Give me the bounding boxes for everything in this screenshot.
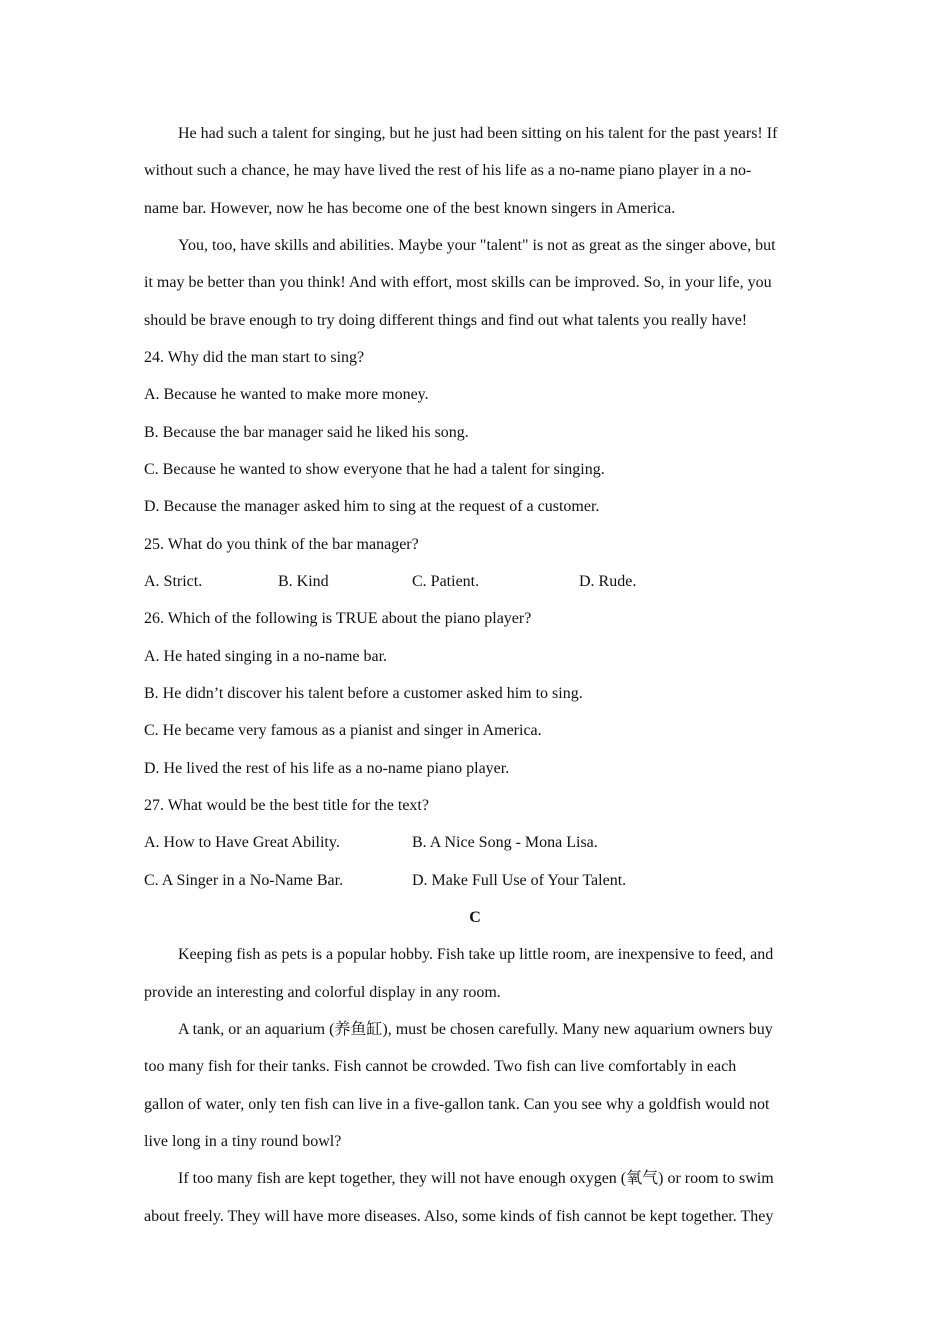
question-26-option-d: D. He lived the rest of his life as a no-name piano player. <box>144 760 510 777</box>
passage-c-p2-line3: gallon of water, only ten fish can live in a five-gallon tank. Can you see why a goldfish would not <box>144 1096 770 1113</box>
question-27-option-b: B. A Nice Song - Mona Lisa. <box>412 834 598 851</box>
passage-b-p1-line3: name bar. However, now he has become one of the best known singers in America. <box>144 200 676 217</box>
question-25-option-b: B. Kind <box>278 573 329 590</box>
question-24-option-a: A. Because he wanted to make more money. <box>144 386 429 403</box>
question-27-stem: 27. What would be the best title for the text? <box>144 797 429 814</box>
question-25-option-a: A. Strict. <box>144 573 203 590</box>
question-25-option-d: D. Rude. <box>579 573 637 590</box>
question-24-option-c: C. Because he wanted to show everyone that he had a talent for singing. <box>144 461 605 478</box>
question-24-option-d: D. Because the manager asked him to sing at the request of a customer. <box>144 498 600 515</box>
passage-b-p2-line2: it may be better than you think! And with effort, most skills can be improved. So, in your life, you <box>144 274 772 291</box>
question-27-option-a: A. How to Have Great Ability. <box>144 834 340 851</box>
passage-c-p3-line1: If too many fish are kept together, they will not have enough oxygen (氧气) or room to swim <box>178 1170 774 1187</box>
passage-c-p3-line2: about freely. They will have more diseases. Also, some kinds of fish cannot be kept together. They <box>144 1208 774 1225</box>
passage-b-p2-line3: should be brave enough to try doing different things and find out what talents you really have! <box>144 312 748 329</box>
passage-b-p2-line1: You, too, have skills and abilities. Maybe your "talent" is not as great as the singer above, but <box>178 237 776 254</box>
passage-b-p1-line1: He had such a talent for singing, but he just had been sitting on his talent for the past years! If <box>178 125 778 142</box>
question-26-option-a: A. He hated singing in a no-name bar. <box>144 648 388 665</box>
passage-c-heading: C <box>469 909 481 926</box>
question-25-stem: 25. What do you think of the bar manager? <box>144 536 419 553</box>
passage-c-p1-line2: provide an interesting and colorful display in any room. <box>144 984 501 1001</box>
passage-c-p1-line1: Keeping fish as pets is a popular hobby. Fish take up little room, are inexpensive to feed, and <box>178 946 774 963</box>
question-27-option-d: D. Make Full Use of Your Talent. <box>412 872 627 889</box>
passage-c-p2-line1: A tank, or an aquarium (养鱼缸), must be chosen carefully. Many new aquarium owners buy <box>178 1021 773 1038</box>
question-26-option-c: C. He became very famous as a pianist and singer in America. <box>144 722 542 739</box>
question-26-option-b: B. He didn’t discover his talent before a customer asked him to sing. <box>144 685 583 702</box>
question-24-option-b: B. Because the bar manager said he liked his song. <box>144 424 469 441</box>
question-27-option-c: C. A Singer in a No-Name Bar. <box>144 872 344 889</box>
passage-c-p2-line2: too many fish for their tanks. Fish cannot be crowded. Two fish can live comfortably in each <box>144 1058 737 1075</box>
passage-b-p1-line2: without such a chance, he may have lived the rest of his life as a no-name piano player in a no- <box>144 162 752 179</box>
question-24-stem: 24. Why did the man start to sing? <box>144 349 365 366</box>
question-25-option-c: C. Patient. <box>412 573 480 590</box>
question-26-stem: 26. Which of the following is TRUE about the piano player? <box>144 610 532 627</box>
passage-c-p2-line4: live long in a tiny round bowl? <box>144 1133 342 1150</box>
